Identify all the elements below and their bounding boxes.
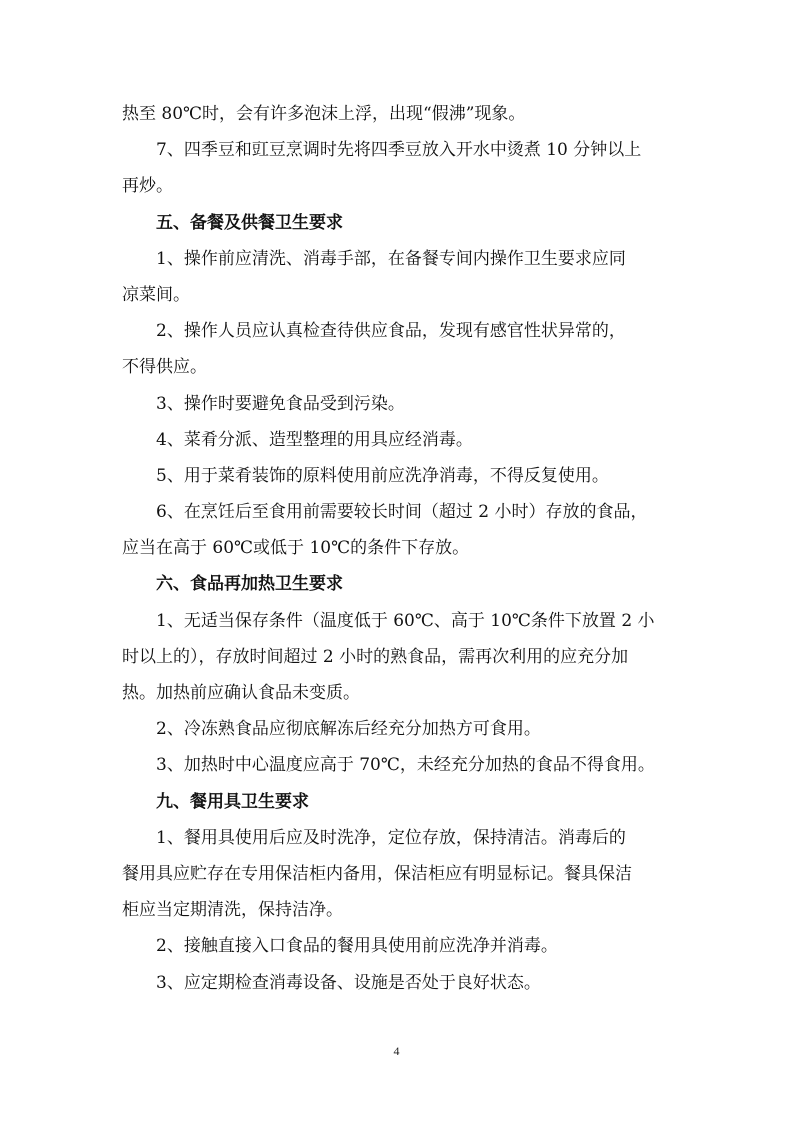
text-line: 不得供应。 (122, 357, 207, 378)
text-line: 柜应当定期清洗，保持洁净。 (122, 900, 343, 921)
text-line: 2、冷冻熟食品应彻底解冻后经充分加热方可食用。 (156, 719, 541, 740)
text-line: 1、餐用具使用后应及时洗净，定位存放，保持清洁。消毒后的 (156, 827, 626, 848)
text-line: 再炒。 (122, 176, 173, 197)
section-heading: 五、备餐及供餐卫生要求 (156, 212, 343, 233)
section-heading: 六、食品再加热卫生要求 (156, 574, 343, 595)
text-line: 应当在高于 60℃或低于 10℃的条件下存放。 (122, 538, 470, 559)
text-line: 凉菜间。 (122, 284, 190, 305)
text-line: 热。加热前应确认食品未变质。 (122, 683, 360, 703)
text-line: 4、菜肴分派、造型整理的用具应经消毒。 (156, 429, 473, 450)
page-number: 4 (393, 1044, 400, 1058)
document-body (122, 96, 678, 1001)
text-line: 5、用于菜肴装饰的原料使用前应洗净消毒，不得反复使用。 (156, 465, 609, 486)
text-line: 餐用具应贮存在专用保洁柜内备用，保洁柜应有明显标记。餐具保洁 (122, 863, 632, 884)
text-line: 2、操作人员应认真检查待供应食品，发现有感官性状异常的， (156, 321, 626, 342)
text-line: 6、在烹饪后至食用前需要较长时间（超过 2 小时）存放的食品， (156, 502, 648, 523)
text-line: 3、加热时中心温度应高于 70℃，未经充分加热的食品不得食用。 (156, 755, 655, 776)
text-line: 热至 80℃时，会有许多泡沫上浮，出现“假沸”现象。 (122, 104, 526, 124)
text-line: 2、接触直接入口食品的餐用具使用前应洗净并消毒。 (156, 936, 558, 957)
text-line: 时以上的），存放时间超过 2 小时的熟食品，需再次利用的应充分加 (122, 646, 629, 667)
text-line: 3、操作时要避免食品受到污染。 (156, 393, 405, 414)
section-heading: 九、餐用具卫生要求 (156, 791, 309, 812)
text-line: 3、应定期检查消毒设备、设施是否处于良好状态。 (156, 972, 541, 993)
text-line: 1、无适当保存条件（温度低于 60℃、高于 10℃条件下放置 2 小 (156, 610, 655, 631)
text-line: 7、四季豆和豇豆烹调时先将四季豆放入开水中烫煮 10 分钟以上 (156, 140, 642, 161)
text-line: 1、操作前应清洗、消毒手部，在备餐专间内操作卫生要求应同 (156, 248, 626, 269)
